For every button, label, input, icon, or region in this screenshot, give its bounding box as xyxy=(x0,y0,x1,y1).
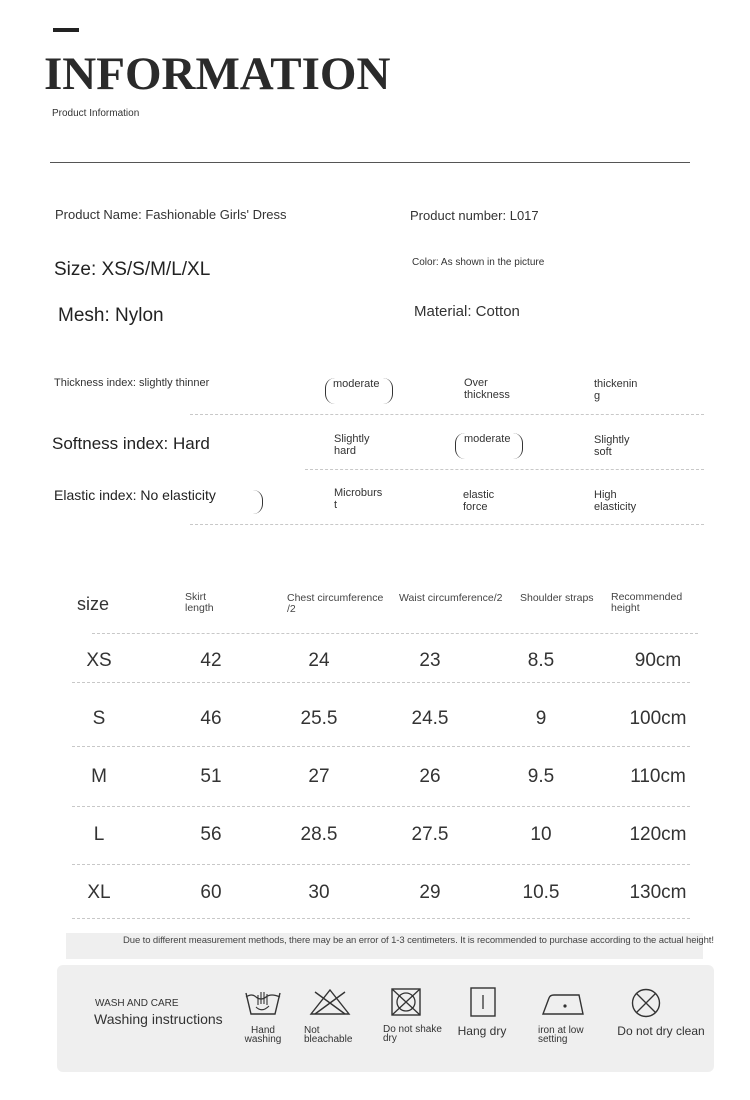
cell-size: M xyxy=(91,766,107,787)
table-divider xyxy=(72,806,690,807)
cell-waist: 24.5 xyxy=(411,708,449,729)
cell-shoulder: 8.5 xyxy=(527,650,555,671)
cell-skirt: 42 xyxy=(200,650,222,671)
product-size: Size: XS/S/M/L/XL xyxy=(54,259,211,280)
table-header-waist: Waist circumference/2 xyxy=(399,592,503,604)
product-number: Product number: L017 xyxy=(410,208,539,223)
table-divider xyxy=(72,682,690,683)
product-color: Color: As shown in the picture xyxy=(412,257,545,268)
care-title-small: WASH AND CARE xyxy=(95,998,179,1009)
thickness-label: Thickness index: slightly thinner xyxy=(54,377,210,389)
cell-skirt: 56 xyxy=(200,824,222,845)
page-title: INFORMATION xyxy=(44,48,391,100)
cell-chest: 24 xyxy=(308,650,330,671)
thickness-opt-over: Over thickness xyxy=(464,377,510,401)
table-header-size: size xyxy=(77,594,110,614)
page-subtitle: Product Information xyxy=(52,108,140,119)
elastic-label: Elastic index: No elasticity xyxy=(54,487,216,503)
no-tumble-dry-icon xyxy=(390,987,422,1017)
softness-opt-moderate: moderate xyxy=(464,433,511,445)
table-divider xyxy=(92,633,698,634)
cell-height: 90cm xyxy=(634,650,682,671)
cell-chest: 27 xyxy=(308,766,330,787)
cell-shoulder: 10 xyxy=(530,824,552,845)
no-bleach-icon xyxy=(309,988,351,1016)
cell-waist: 26 xyxy=(419,766,441,787)
table-divider xyxy=(72,864,690,865)
cell-shoulder: 9.5 xyxy=(527,766,555,787)
cell-shoulder: 9 xyxy=(535,708,547,729)
cell-skirt: 46 xyxy=(200,708,222,729)
elastic-opt-microburst: Microburs t xyxy=(334,487,383,511)
thickness-opt-thickening: thickenin g xyxy=(594,378,638,402)
hang-dry-icon xyxy=(469,986,497,1018)
cell-skirt: 60 xyxy=(200,882,222,903)
no-dry-clean-icon xyxy=(630,987,662,1019)
cell-waist: 23 xyxy=(419,650,441,671)
cell-height: 100cm xyxy=(629,708,687,729)
elastic-selected-bracket xyxy=(230,490,263,514)
cell-size: L xyxy=(93,824,105,845)
cell-height: 120cm xyxy=(629,824,687,845)
cell-chest: 28.5 xyxy=(300,824,338,845)
measurement-note: Due to different measurement methods, there may be an error of 1-3 centimeters. It is recommended to purchase according to the actual height! xyxy=(123,935,714,946)
hand-wash-icon xyxy=(244,987,282,1017)
cell-size: XS xyxy=(86,650,112,671)
care-label-not-bleachable: Not bleachable xyxy=(304,1025,353,1045)
product-mesh: Mesh: Nylon xyxy=(58,305,164,326)
softness-label: Softness index: Hard xyxy=(52,434,210,453)
softness-opt-slightly-hard: Slightly hard xyxy=(334,433,370,457)
care-title: Washing instructions xyxy=(94,1011,223,1027)
table-divider xyxy=(72,918,690,919)
care-label-hand-washing: Hand washing xyxy=(244,1025,282,1045)
title-accent-bar xyxy=(53,28,79,32)
care-label-hang-dry: Hang dry xyxy=(457,1024,507,1038)
header-divider xyxy=(50,162,690,163)
product-material: Material: Cotton xyxy=(414,303,520,320)
care-label-do-not-shake-dry: Do not shake dry xyxy=(383,1024,442,1044)
cell-size: S xyxy=(92,708,106,729)
cell-skirt: 51 xyxy=(200,766,222,787)
iron-low-icon xyxy=(541,990,585,1016)
table-divider xyxy=(72,746,690,747)
cell-chest: 30 xyxy=(308,882,330,903)
cell-shoulder: 10.5 xyxy=(522,882,560,903)
cell-size: XL xyxy=(87,882,111,903)
elastic-opt-high: High elasticity xyxy=(594,489,637,513)
cell-waist: 27.5 xyxy=(411,824,449,845)
cell-height: 130cm xyxy=(629,882,687,903)
table-header-chest: Chest circumference /2 xyxy=(287,592,384,615)
elastic-divider xyxy=(190,524,704,525)
thickness-divider xyxy=(190,414,704,415)
cell-chest: 25.5 xyxy=(300,708,338,729)
table-header-height: Recommended height xyxy=(611,591,683,614)
product-name: Product Name: Fashionable Girls' Dress xyxy=(55,207,287,222)
softness-divider xyxy=(305,469,704,470)
softness-opt-slightly-soft: Slightly soft xyxy=(594,434,630,458)
table-header-skirt: Skirt length xyxy=(185,591,214,614)
cell-height: 110cm xyxy=(630,766,686,787)
elastic-opt-elastic-force: elastic force xyxy=(463,489,495,513)
care-label-no-dry-clean: Do not dry clean xyxy=(617,1024,705,1038)
care-label-iron-low: iron at low setting xyxy=(538,1025,584,1045)
cell-waist: 29 xyxy=(419,882,441,903)
thickness-opt-moderate: moderate xyxy=(333,378,380,390)
table-header-shoulder: Shoulder straps xyxy=(520,592,594,604)
